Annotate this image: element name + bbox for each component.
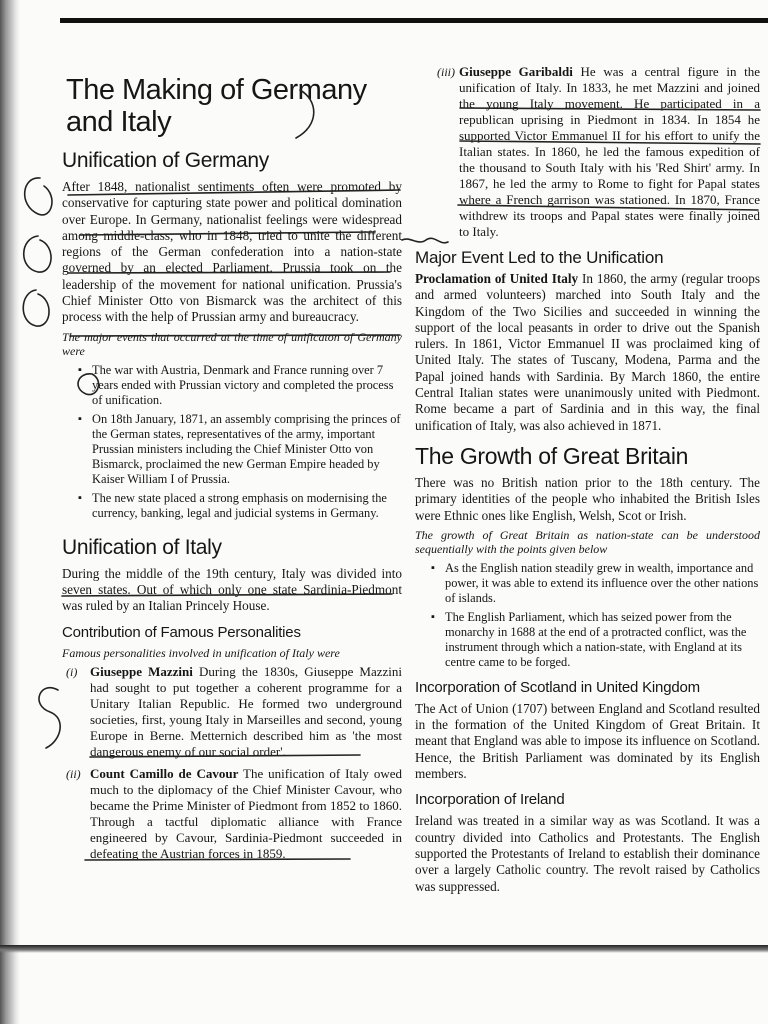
- list-item: ▪ As the English nation steadily grew in wealth, importance and power, it was able to extend its influence over the other nations of islands.: [445, 561, 760, 606]
- top-rule: [60, 18, 768, 23]
- item-marker: (ii): [66, 767, 81, 782]
- ireland-text: Ireland was treated in a similar way as was Scotland. It was a country divided into Catholics and Protestants. The English supported the Protestants of Ireland to establish their dominance over a largely Catholic country. The revolt raised by Catholics was suppressed.: [415, 813, 760, 894]
- italy-heading: Unification of Italy: [62, 535, 222, 559]
- germany-heading: Unification of Germany: [62, 149, 269, 172]
- britain-growth-list: [415, 561, 760, 670]
- list-item: ▪ The new state placed a strong emphasis on modernising the currency, banking, legal and judicial systems in Germany.: [92, 491, 402, 521]
- item-marker: (i): [66, 665, 78, 680]
- scotland-text: The Act of Union (1707) between England and Scotland resulted in the formation of the United Kingdom of Great Britain. It meant that England was able to impose its influence on Scotland. Hence, the British Parliament was dominated by its English members.: [415, 700, 760, 782]
- page-title: The Making of Germany and Italy: [66, 74, 367, 138]
- germany-intro: After 1848, nationalist sentiments often were promoted by conservative for capturing state power and political domination over Europe. In Germany, nationalist feelings were widespread among middle-class, who in 1848, tried to unite the different regions of the German confederation into a nation-state governed by an elected Parliament. Prussia took on the leadership of the movement for national unification. Prussia's Chief Minister Otto von Bismarck was the architect of this process with the help of Prussian army and bureaucracy.: [62, 179, 402, 325]
- personality-cavour: [62, 766, 402, 862]
- major-event-heading: Major Event Led to the Unification: [415, 248, 664, 267]
- personality-text: He was a central figure in the unification of Italy. In 1833, he met Mazzini and joined the young Italy movement. He participated in a republican uprising in Piedmont in 1834. In 1854 he supported Victor Emmanuel II for his effort to unify the Italian states. In 1860, he led the famous expedition of the thousand to South Italy with his 'Red Shirt' army. In 1867, he led the army to Rome to fight for Papal states where a French garrison was stationed. In 1870, France withdrew its troops and Papal states were finally joined to Italy.: [459, 64, 760, 239]
- item-marker: (iii): [437, 65, 455, 79]
- margin-loop-mark: [24, 236, 51, 272]
- list-item: ▪ On 18th January, 1871, an assembly comprising the princes of the German states, representatives of the army, important Prussian ministers including the Chief Minister Otto von Bismarck, proclaimed the new German Empire headed by Kaiser William I of Prussia.: [92, 412, 402, 487]
- major-event-text: In 1860, the army (regular troops and armed volunteers) marched into South Italy and the Kingdom of the Two Sicilies and succeeded in winning the support of the local peasants in order to drive out the Spanish rulers. In 1861, Victor Emmanuel II was proclaimed king of United Italy. The states of Tuscany, Modena, Parma and the Papal joined hands with Sardinia. By March 1860, the entire Central Italian states were unanimously united with Piedmont. Rome became a part of Sardinia and in this way, the final unification of Italy, was also achieved in 1871.: [415, 271, 760, 433]
- britain-heading: The Growth of Great Britain: [415, 442, 689, 469]
- britain-growth-lead: The growth of Great Britain as nation-state can be understood sequentially with the points given below: [415, 527, 760, 557]
- list-item: ▪ The war with Austria, Denmark and France running over 7 years ended with Prussian victory and completed the process of unification.: [92, 363, 402, 408]
- major-event-paragraph: [415, 271, 760, 434]
- personality-name: Giuseppe Garibaldi: [459, 64, 573, 79]
- personalities-heading: Contribution of Famous Personalities: [62, 623, 301, 641]
- scotland-heading: Incorporation of Scotland in United Kingdom: [415, 678, 700, 696]
- germany-events-list: [62, 363, 402, 521]
- right-column: [415, 64, 760, 899]
- britain-intro: There was no British nation prior to the 18th century. The primary identities of the people who inhabited the British Isles were Ethnic ones like English, Welsh, Scot or Irish.: [415, 474, 760, 523]
- personality-text: The unification of Italy owed much to the diplomacy of the Chief Minister Cavour, who became the Prime Minister of Piedmont from 1852 to 1860. Through a tactful diplomatic alliance with France engineered by Cavour, Sardinia-Piedmont succeeded in defeating the Austrian forces in 1859.: [90, 766, 403, 862]
- italy-intro: During the middle of the 19th century, Italy was divided into seven states. Out of which only one state Sardinia-Piedmont was ruled by an Italian Princely House.: [62, 565, 402, 614]
- ireland-heading: Incorporation of Ireland: [415, 791, 565, 809]
- margin-loop-mark: [23, 290, 49, 326]
- margin-swirl-mark: [39, 688, 60, 748]
- personality-name: Giuseppe Mazzini: [90, 664, 193, 680]
- personality-mazzini: [62, 664, 402, 760]
- personality-text: During the 1830s, Giuseppe Mazzini had sought to put together a coherent programme for a Unitary Italian Republic. He formed two underground societies, first, young Italy in Marseilles and second, young Europe in Berne. Metternich described him as 'the most dangerous enemy of our social order'.: [90, 664, 403, 760]
- personality-garibaldi: [415, 64, 760, 240]
- germany-events-lead: The major events that occurred at the time of unificaton of Germany were: [62, 329, 402, 359]
- page-bottom-edge: [0, 945, 768, 953]
- list-item: ▪ The English Parliament, which has seized power from the monarchy in 1688 at the end of a protracted conflict, was the instrument through which a nation-state, with England at its centre came to be forged.: [445, 610, 760, 670]
- margin-loop-mark: [25, 178, 52, 215]
- major-event-lead: Proclamation of United Italy: [415, 271, 579, 286]
- page-edge-shadow: [0, 0, 20, 1024]
- left-column: [62, 68, 402, 868]
- personality-name: Count Camillo de Cavour: [90, 766, 239, 782]
- personalities-lead: Famous personalities involved in unification of Italy were: [62, 645, 340, 660]
